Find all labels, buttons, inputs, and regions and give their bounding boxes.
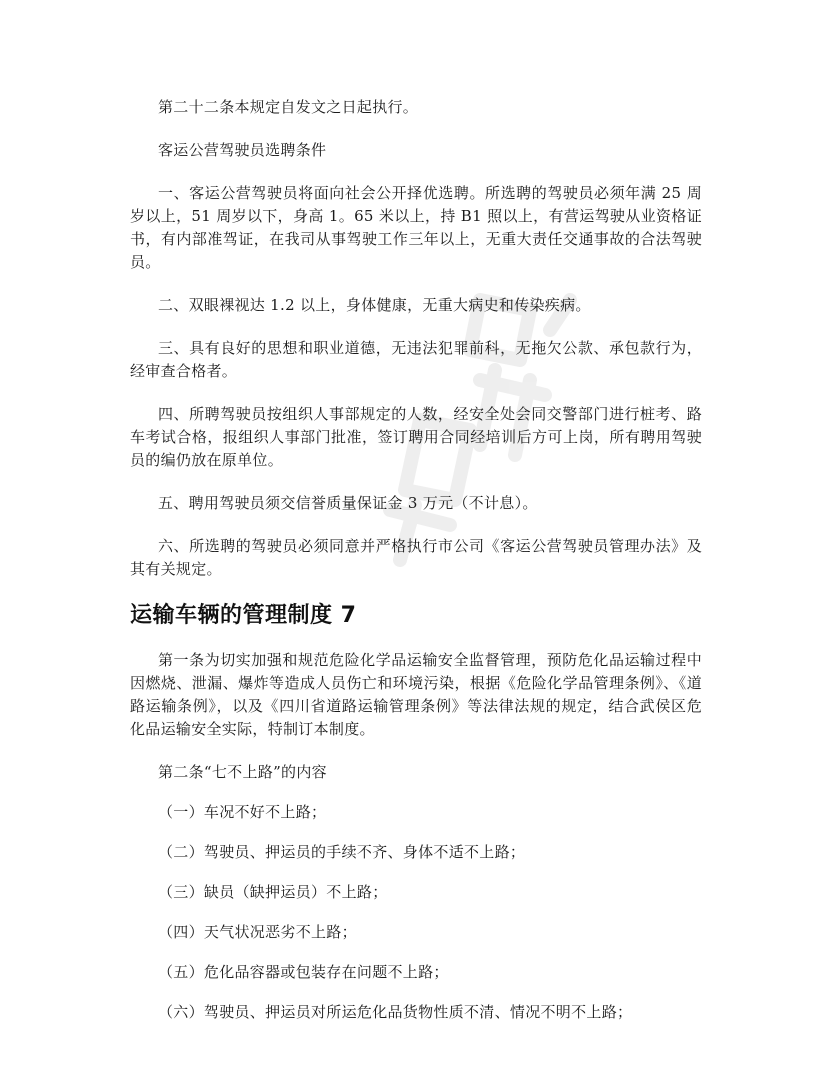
paragraph-condition-3: 三、具有良好的思想和职业道德，无违法犯罪前科，无拖欠公款、承包款行为，经审查合格者。 xyxy=(130,339,702,380)
section-heading: 运输车辆的管理制度 7 xyxy=(130,603,357,628)
document-body xyxy=(130,96,702,1041)
paragraph-condition-5: 五、聘用驾驶员须交信誉质量保证金 3 万元（不计息）。 xyxy=(158,494,538,512)
paragraph-subtitle-conditions: 客运公营驾驶员选聘条件 xyxy=(158,141,327,159)
paragraph-condition-1: 一、客运公营驾驶员将面向社会公开择优选聘。所选聘的驾驶员必须年满 25 周岁以上，51 周岁以下，身高 1。65 米以上，持 B1 照以上，有营运驾驶从业资格证书，有内部准驾证，在我司从事驾驶工作三年以上，无重大责任交通事故的合法驾驶员。 xyxy=(130,184,702,271)
paragraph-condition-2: 二、双眼裸视达 1.2 以上，身体健康，无重大病史和传染疾病。 xyxy=(158,296,591,314)
list-item: （一）车况不好不上路； xyxy=(158,803,327,821)
paragraph-article-1: 第一条为切实加强和规范危险化学品运输安全监督管理，预防危化品运输过程中因燃烧、泄漏、爆炸等造成人员伤亡和环境污染，根据《危险化学品管理条例》、《道路运输条例》，以及《四川省道路运输管理条例》等法律法规的规定，结合武侯区危化品运输安全实际，特制订本制度。 xyxy=(130,651,702,738)
list-item: （五）危化品容器或包装存在问题不上路； xyxy=(158,963,449,981)
list-item: （二）驾驶员、押运员的手续不齐、身体不适不上路； xyxy=(158,843,526,861)
paragraph-condition-4: 四、所聘驾驶员按组织人事部规定的人数，经安全处会同交警部门进行桩考、路车考试合格，报组织人事部门批准，签订聘用合同经培训后方可上岗，所有聘用驾驶员的编仍放在原单位。 xyxy=(130,405,702,469)
list-item: （六）驾驶员、押运员对所运危化品货物性质不清、情况不明不上路； xyxy=(158,1003,633,1021)
paragraph-condition-6: 六、所选聘的驾驶员必须同意并严格执行市公司《客运公营驾驶员管理办法》及其有关规定。 xyxy=(130,537,702,578)
list-item: （四）天气状况恶劣不上路； xyxy=(158,923,357,941)
paragraph-article-2: 第二条“七不上路”的内容 xyxy=(158,763,327,781)
list-item: （三）缺员（缺押运员）不上路； xyxy=(158,883,388,901)
paragraph-article-22: 第二十二条本规定自发文之日起执行。 xyxy=(158,98,419,116)
